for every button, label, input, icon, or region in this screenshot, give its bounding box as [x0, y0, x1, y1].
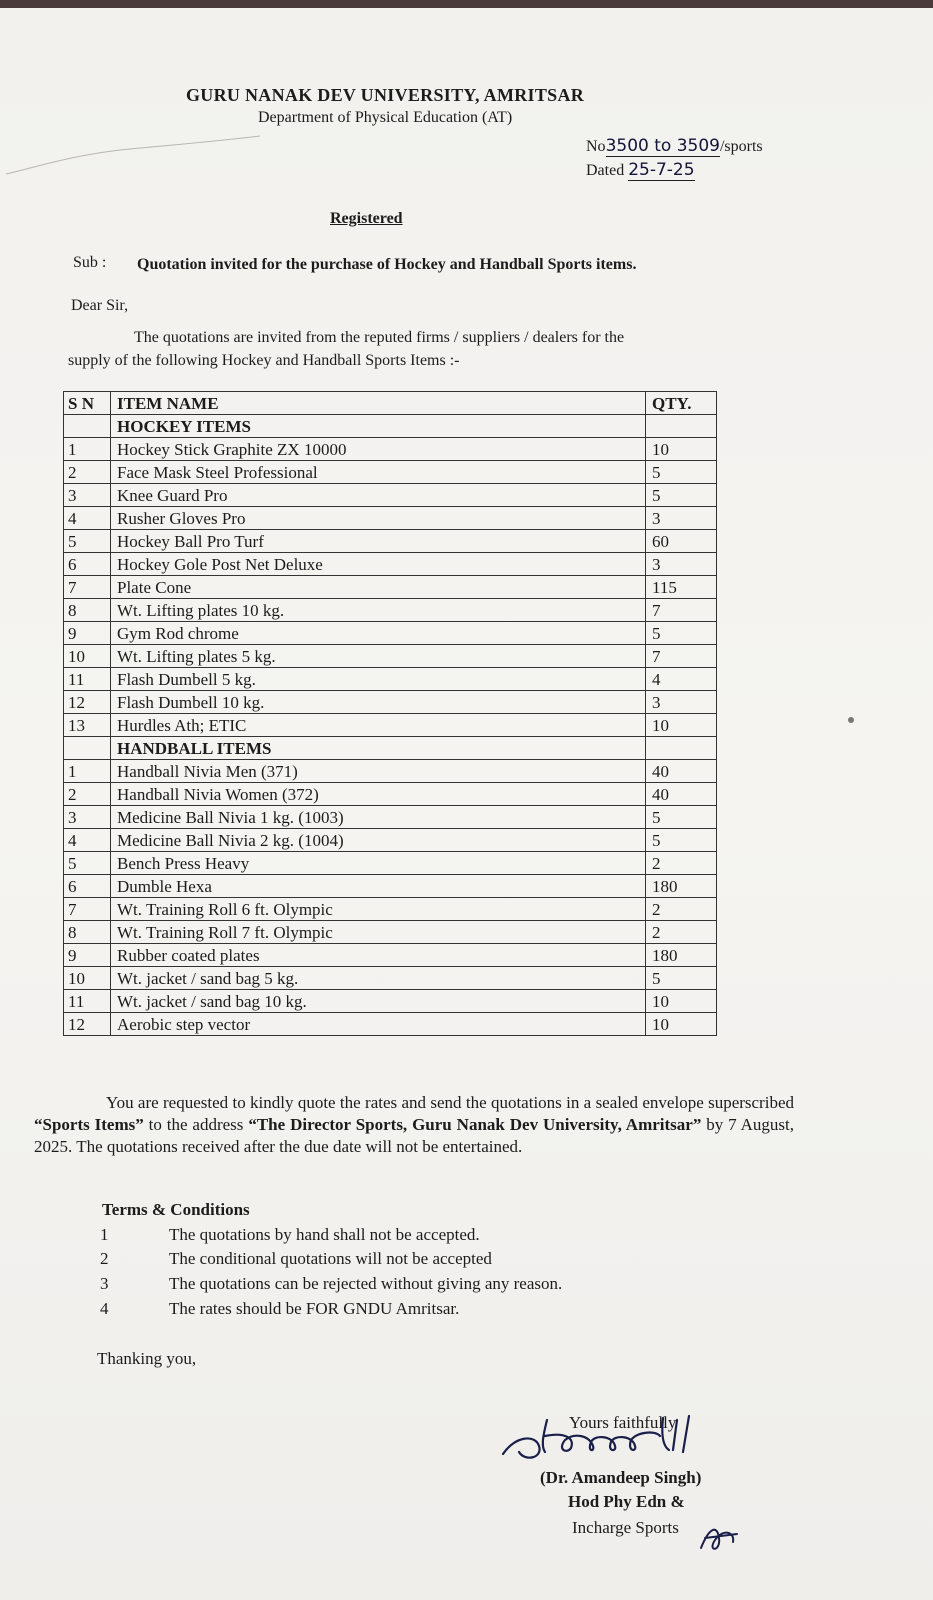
row-item-name: Medicine Ball Nivia 2 kg. (1004): [111, 829, 646, 852]
row-qty: 10: [646, 438, 717, 461]
row-sn: 4: [64, 829, 111, 852]
row-sn: 10: [64, 645, 111, 668]
row-item-name: Aerobic step vector: [111, 1013, 646, 1036]
row-item-name: Wt. jacket / sand bag 5 kg.: [111, 967, 646, 990]
term-number: 4: [100, 1299, 109, 1318]
header-sn: S N: [64, 392, 111, 415]
intro-line-2: supply of the following Hockey and Handball Sports Items :-: [68, 352, 460, 369]
term-number: 2: [100, 1249, 109, 1268]
row-qty: 2: [646, 852, 717, 875]
row-item-name: Knee Guard Pro: [111, 484, 646, 507]
table-section-row: [64, 415, 717, 438]
row-qty: 5: [646, 461, 717, 484]
dated-label: Dated: [586, 162, 625, 179]
table-row: [64, 944, 717, 967]
table-row: [64, 599, 717, 622]
table-row: [64, 829, 717, 852]
request-text-1: You are requested to kindly quote the rates and send the quotations in a sealed envelope superscribed: [106, 1093, 794, 1112]
table-row: [64, 990, 717, 1013]
reference-number: [586, 136, 763, 157]
stain-dot: [848, 717, 854, 723]
table-row: [64, 760, 717, 783]
table-row: [64, 921, 717, 944]
row-qty: 5: [646, 967, 717, 990]
table-row: [64, 668, 717, 691]
initials-mark: [695, 1518, 743, 1558]
term-text: The rates should be FOR GNDU Amritsar.: [169, 1299, 460, 1318]
request-text-2: to the address: [143, 1115, 249, 1134]
row-qty: 7: [646, 599, 717, 622]
row-sn: 5: [64, 852, 111, 875]
row-sn: 9: [64, 944, 111, 967]
subject-text: Quotation invited for the purchase of Hockey and Handball Sports items.: [137, 256, 637, 273]
section-qty-cell: [646, 415, 717, 438]
document-page: [0, 8, 933, 1600]
row-qty: 180: [646, 944, 717, 967]
row-qty: 4: [646, 668, 717, 691]
row-sn: 5: [64, 530, 111, 553]
table-row: [64, 484, 717, 507]
row-sn: 2: [64, 783, 111, 806]
row-qty: 5: [646, 829, 717, 852]
row-qty: 40: [646, 760, 717, 783]
term-text: The quotations by hand shall not be accepted.: [169, 1225, 480, 1244]
row-item-name: Flash Dumbell 5 kg.: [111, 668, 646, 691]
table-row: [64, 553, 717, 576]
terms-title: Terms & Conditions: [102, 1200, 250, 1219]
intro-line-1: The quotations are invited from the reputed firms / suppliers / dealers for the: [134, 329, 625, 346]
row-sn: 6: [64, 875, 111, 898]
table-row: [64, 438, 717, 461]
row-qty: 3: [646, 507, 717, 530]
term-number: 1: [100, 1225, 109, 1244]
salutation: Dear Sir,: [71, 297, 129, 314]
reference-date: [586, 160, 695, 181]
row-item-name: Rusher Gloves Pro: [111, 507, 646, 530]
row-sn: 8: [64, 599, 111, 622]
table-row: [64, 898, 717, 921]
request-text-3: by 7 August, 2025. The quotations received after the due date will not be entertained.: [34, 1115, 794, 1156]
row-item-name: Dumble Hexa: [111, 875, 646, 898]
row-item-name: Wt. Training Roll 7 ft. Olympic: [111, 921, 646, 944]
row-qty: 7: [646, 645, 717, 668]
term-text: The conditional quotations will not be accepted: [169, 1249, 492, 1268]
request-paragraph: [34, 1092, 794, 1158]
row-item-name: Handball Nivia Women (372): [111, 783, 646, 806]
row-item-name: Medicine Ball Nivia 1 kg. (1003): [111, 806, 646, 829]
dated-handwritten: 25-7-25: [628, 160, 695, 180]
row-qty: 10: [646, 714, 717, 737]
ref-no-label: No: [586, 138, 606, 155]
table-row: [64, 806, 717, 829]
row-item-name: Wt. Lifting plates 10 kg.: [111, 599, 646, 622]
section-title: HANDBALL ITEMS: [111, 737, 646, 760]
department-name: Department of Physical Education (AT): [258, 109, 513, 126]
items-table-body: [64, 392, 717, 1036]
table-row: [64, 852, 717, 875]
row-sn: 12: [64, 1013, 111, 1036]
row-qty: 2: [646, 921, 717, 944]
signatory-position-2: Incharge Sports: [572, 1518, 679, 1537]
header-qty: QTY.: [646, 392, 717, 415]
row-item-name: Flash Dumbell 10 kg.: [111, 691, 646, 714]
items-table: [63, 391, 717, 1036]
row-sn: 1: [64, 438, 111, 461]
table-row: [64, 461, 717, 484]
row-sn: 3: [64, 806, 111, 829]
row-qty: 5: [646, 806, 717, 829]
table-row: [64, 645, 717, 668]
table-row: [64, 783, 717, 806]
closing-thanks: Thanking you,: [97, 1349, 197, 1368]
row-sn: 12: [64, 691, 111, 714]
section-sn-cell: [64, 737, 111, 760]
row-sn: 6: [64, 553, 111, 576]
row-qty: 115: [646, 576, 717, 599]
header-item-name: ITEM NAME: [111, 392, 646, 415]
section-qty-cell: [646, 737, 717, 760]
row-item-name: Wt. Training Roll 6 ft. Olympic: [111, 898, 646, 921]
university-name: GURU NANAK DEV UNIVERSITY, AMRITSAR: [186, 85, 585, 105]
row-item-name: Hurdles Ath; ETIC: [111, 714, 646, 737]
table-row: [64, 875, 717, 898]
row-qty: 60: [646, 530, 717, 553]
table-row: [64, 1013, 717, 1036]
row-sn: 10: [64, 967, 111, 990]
row-sn: 2: [64, 461, 111, 484]
table-row: [64, 691, 717, 714]
row-qty: 10: [646, 1013, 717, 1036]
row-sn: 13: [64, 714, 111, 737]
row-sn: 1: [64, 760, 111, 783]
row-item-name: Wt. jacket / sand bag 10 kg.: [111, 990, 646, 1013]
row-item-name: Gym Rod chrome: [111, 622, 646, 645]
signatory-name: (Dr. Amandeep Singh): [540, 1468, 702, 1487]
table-section-row: [64, 737, 717, 760]
signatory-position-1: Hod Phy Edn &: [568, 1492, 685, 1511]
row-qty: 5: [646, 484, 717, 507]
row-sn: 3: [64, 484, 111, 507]
ref-no-handwritten: 3500 to 3509: [605, 136, 720, 156]
ref-no-suffix: /sports: [719, 138, 763, 155]
row-qty: 3: [646, 691, 717, 714]
row-item-name: Hockey Gole Post Net Deluxe: [111, 553, 646, 576]
row-item-name: Wt. Lifting plates 5 kg.: [111, 645, 646, 668]
row-sn: 11: [64, 990, 111, 1013]
row-item-name: Plate Cone: [111, 576, 646, 599]
row-sn: 4: [64, 507, 111, 530]
table-row: [64, 967, 717, 990]
pen-mark: [0, 126, 300, 186]
handwritten-signature: [495, 1406, 725, 1466]
table-header-row: [64, 392, 717, 415]
request-bold-sports-items: “Sports Items”: [34, 1115, 144, 1134]
section-title: HOCKEY ITEMS: [111, 415, 646, 438]
row-sn: 8: [64, 921, 111, 944]
row-item-name: Handball Nivia Men (371): [111, 760, 646, 783]
row-qty: 2: [646, 898, 717, 921]
row-sn: 7: [64, 898, 111, 921]
row-qty: 3: [646, 553, 717, 576]
section-sn-cell: [64, 415, 111, 438]
row-item-name: Hockey Ball Pro Turf: [111, 530, 646, 553]
row-item-name: Bench Press Heavy: [111, 852, 646, 875]
row-qty: 180: [646, 875, 717, 898]
row-sn: 9: [64, 622, 111, 645]
table-row: [64, 714, 717, 737]
table-row: [64, 530, 717, 553]
row-sn: 7: [64, 576, 111, 599]
row-item-name: Rubber coated plates: [111, 944, 646, 967]
term-text: The quotations can be rejected without giving any reason.: [169, 1274, 563, 1293]
term-number: 3: [100, 1274, 109, 1293]
row-sn: 11: [64, 668, 111, 691]
table-row: [64, 507, 717, 530]
yours-faithfully: Yours faithfully: [569, 1413, 677, 1432]
registered-label: Registered: [330, 210, 403, 227]
row-item-name: Hockey Stick Graphite ZX 10000: [111, 438, 646, 461]
request-bold-address: “The Director Sports, Guru Nanak Dev University, Amritsar”: [248, 1115, 702, 1134]
table-row: [64, 622, 717, 645]
subject-label: Sub :: [73, 254, 107, 271]
row-qty: 10: [646, 990, 717, 1013]
table-row: [64, 576, 717, 599]
row-qty: 5: [646, 622, 717, 645]
row-qty: 40: [646, 783, 717, 806]
row-item-name: Face Mask Steel Professional: [111, 461, 646, 484]
